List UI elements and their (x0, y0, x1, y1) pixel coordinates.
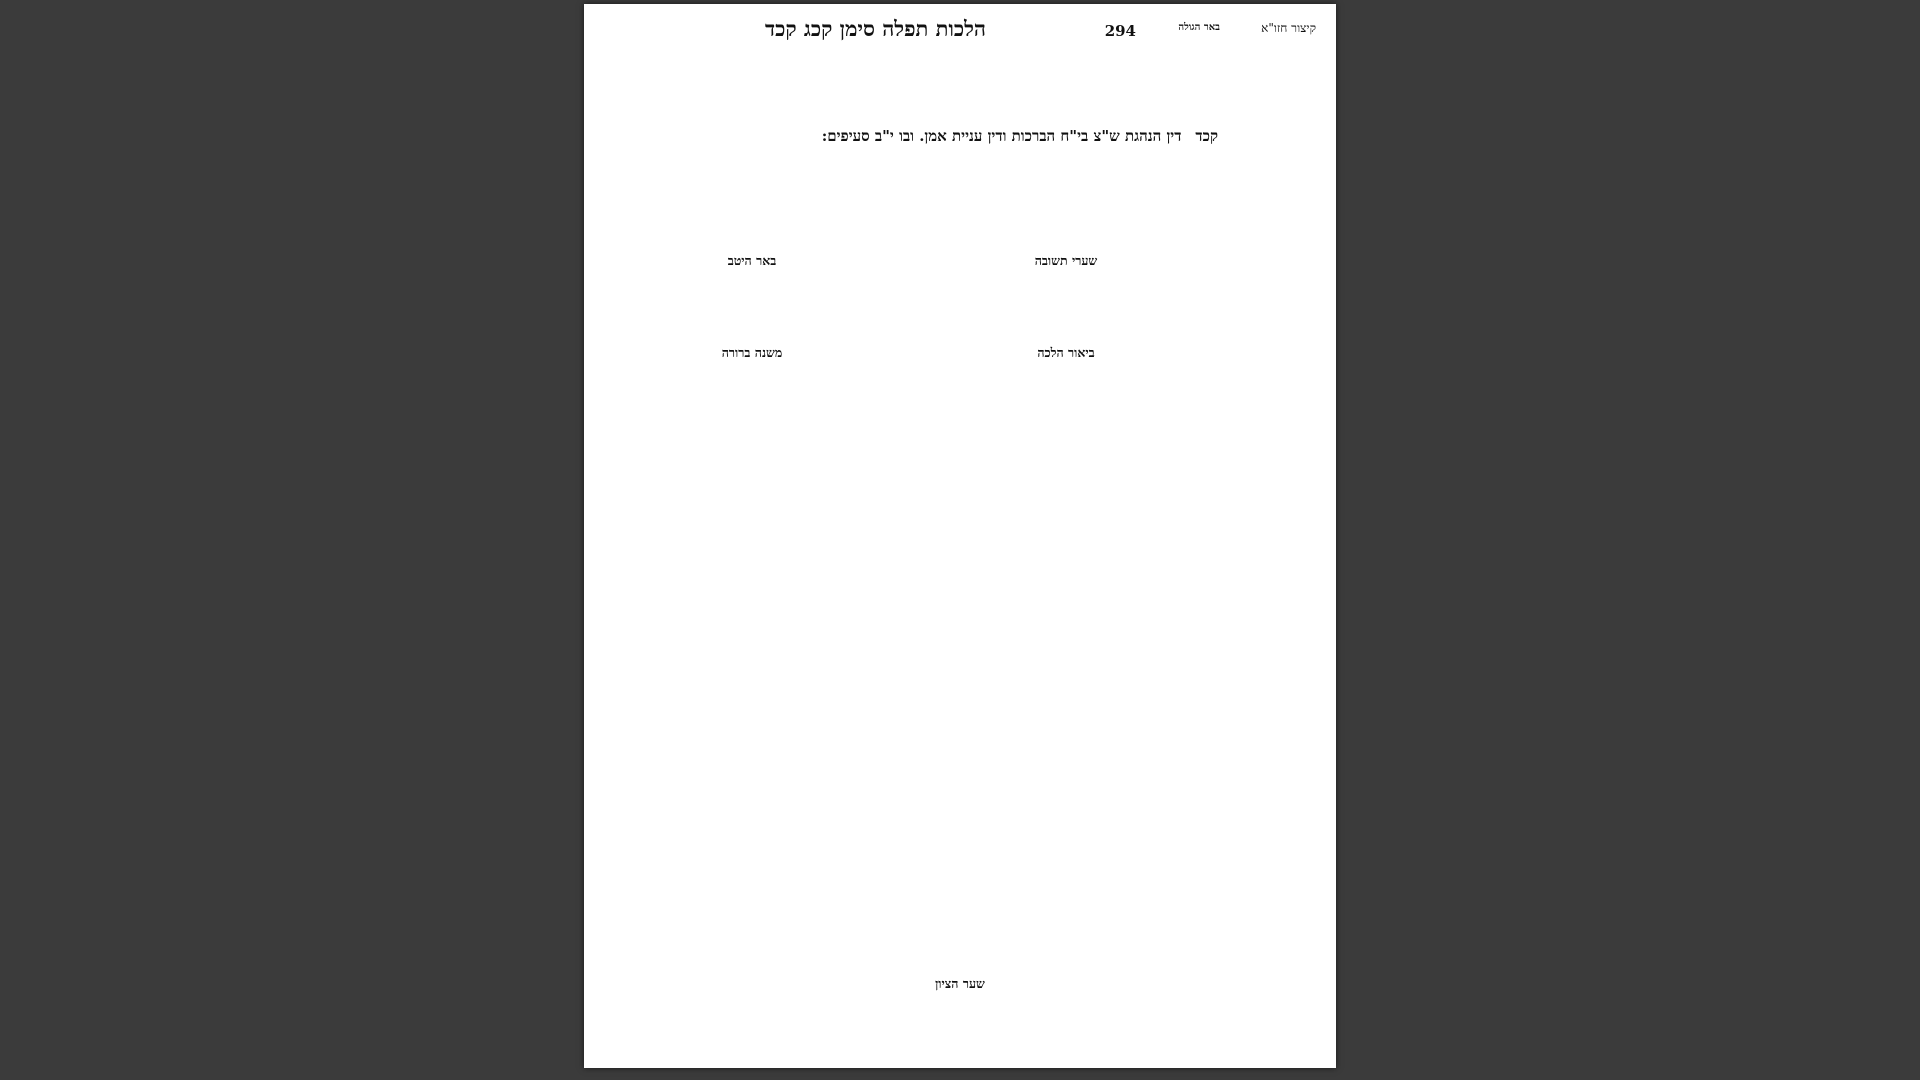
shaarei-teshuva-block (914, 249, 1218, 341)
biur-halacha-heading: ביאור הלכה (1037, 345, 1095, 360)
main-text-top (600, 56, 1218, 120)
mishna-berura-heading: משנה ברורה (721, 345, 783, 360)
side-commentary-column (1230, 56, 1324, 908)
section-heading-text: דין הנהגת ש"צ בי"ח הברכות ודין עניית אמן. ובו י"ב סעיפים: (821, 127, 1182, 145)
biur-halacha-text (914, 363, 1218, 619)
baer-heitev-heading: באר היטב (727, 253, 777, 268)
shaar-hatziyun-heading: שער הציון (935, 976, 985, 991)
page-title: הלכות תפלה סימן קכג קכד (764, 16, 986, 41)
running-head: קיצור חזו"א (1261, 21, 1316, 35)
mishna-berura-continued (600, 619, 1218, 729)
shaarei-teshuva-text (914, 271, 1218, 341)
shaarei-teshuva-heading: שערי תשובה (1034, 253, 1098, 268)
baer-heitev-block (600, 249, 904, 341)
main-text-body (600, 151, 1218, 249)
commentary-row-1 (600, 249, 1218, 341)
commentary-row-2 (600, 341, 1218, 619)
page-header (604, 16, 1316, 46)
mishna-berura-text (600, 363, 904, 619)
document-page (584, 4, 1336, 1068)
baer-heitev-text (600, 271, 904, 341)
mishna-berura-block (600, 341, 904, 619)
shaar-hatziyun-text (600, 994, 1320, 1016)
section-heading (600, 127, 1218, 146)
biur-halacha-block (914, 341, 1218, 619)
header-sub-label: באר הגולה (1178, 22, 1220, 33)
bottom-notes (644, 1026, 1276, 1056)
shaar-hatziyun-block (600, 972, 1320, 1016)
main-text-area (600, 56, 1218, 908)
section-mark: קכד (1195, 127, 1218, 145)
page-number: 294 (1104, 22, 1136, 40)
